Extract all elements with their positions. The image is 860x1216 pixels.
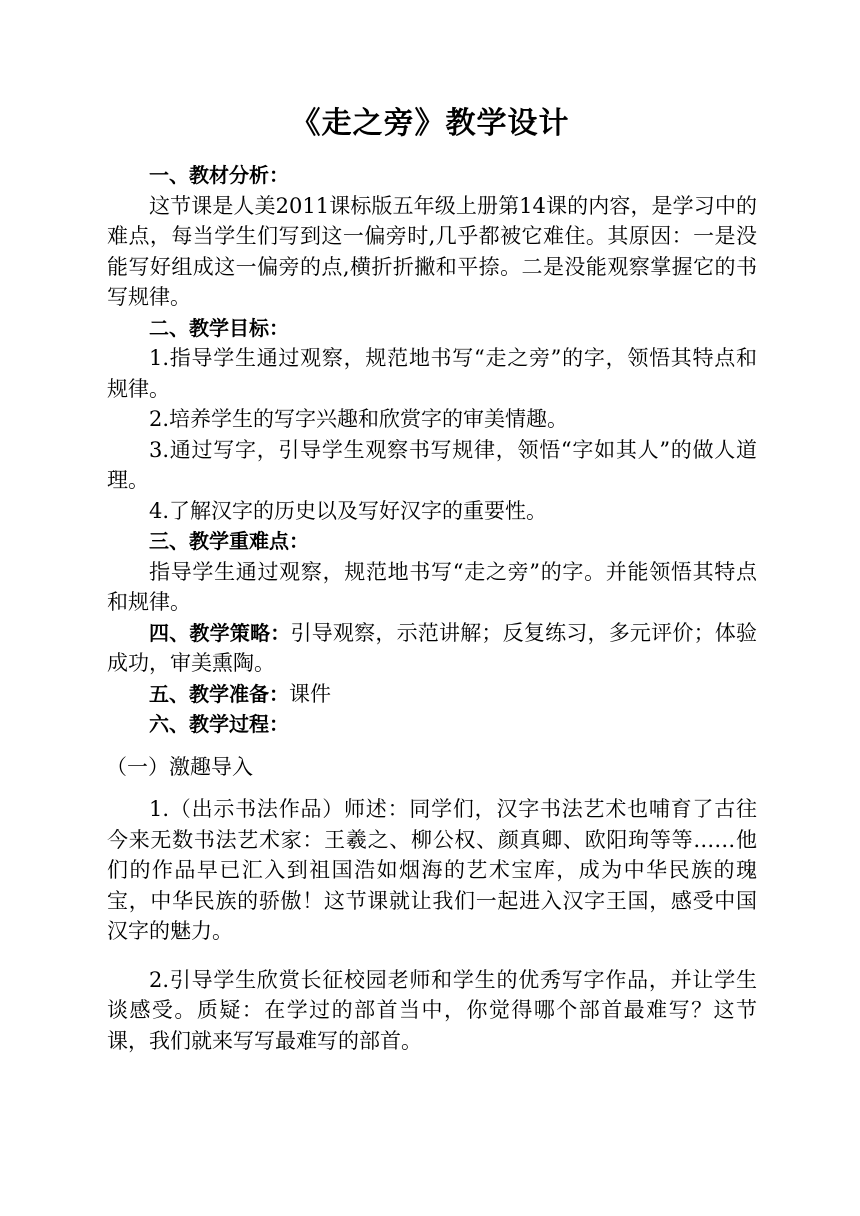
process-paragraph-1: 1.（出示书法作品）师述：同学们，汉字书法艺术也哺育了古往今来无数书法艺术家：王羲之、柳公权、颜真卿、欧阳珣等等……他们的作品早已汇入到祖国浩如烟海的艺术宝库，成为中华民族的瑰宝，中华民族的骄傲！这节课就让我们一起进入汉字王国，感受中国汉字的魅力。 — [107, 797, 757, 943]
key-points-paragraph: 指导学生通过观察，规范地书写“走之旁”的字。并能领悟其特点和规律。 — [107, 559, 757, 614]
objective-item: 4.了解汉字的历史以及写好汉字的重要性。 — [149, 498, 548, 523]
process-subheading: （一）激趣导入 — [106, 754, 253, 779]
objective-item: 2.培养学生的写字兴趣和欣赏字的审美情趣。 — [149, 407, 569, 431]
objective-item: 3.通过写字，引导学生观察书写规律，领悟“字如其人”的做人道理。 — [107, 437, 757, 492]
section-heading-key-points: 三、教学重难点： — [149, 529, 309, 553]
objective-item: 1.指导学生通过观察，规范地书写“走之旁”的字，领悟其特点和规律。 — [107, 346, 757, 401]
document-title: 《走之旁》教学设计 — [290, 106, 570, 141]
section-preparation — [107, 679, 757, 710]
document-body — [107, 160, 757, 1056]
section-strategy — [107, 618, 757, 679]
process-paragraph-2: 2.引导学生欣赏长征校园老师和学生的优秀写字作品，并让学生谈感受。质疑：在学过的部首当中，你觉得哪个部首最难写？这节课，我们就来写写最难写的部首。 — [107, 967, 757, 1053]
materials-paragraph: 这节课是人美2011课标版五年级上册第14课的内容，是学习中的难点，每当学生们写到这一偏旁时,几乎都被它难住。其原因：一是没能写好组成这一偏旁的点,横折折撇和平捺。二是没能观察掌握它的书写规律。 — [107, 193, 757, 309]
section-heading-preparation: 五、教学准备： — [149, 681, 289, 706]
strategy-value: 引导观察，示范讲解；反复练习，多元评价；体验成功，审美熏陶。 — [107, 620, 757, 675]
preparation-value: 课件 — [289, 681, 331, 706]
section-heading-strategy: 四、教学策略： — [149, 620, 291, 645]
section-heading-objectives: 二、教学目标： — [149, 315, 289, 340]
section-heading-materials: 一、教材分析： — [149, 163, 289, 187]
section-heading-process: 六、教学过程： — [149, 712, 289, 736]
